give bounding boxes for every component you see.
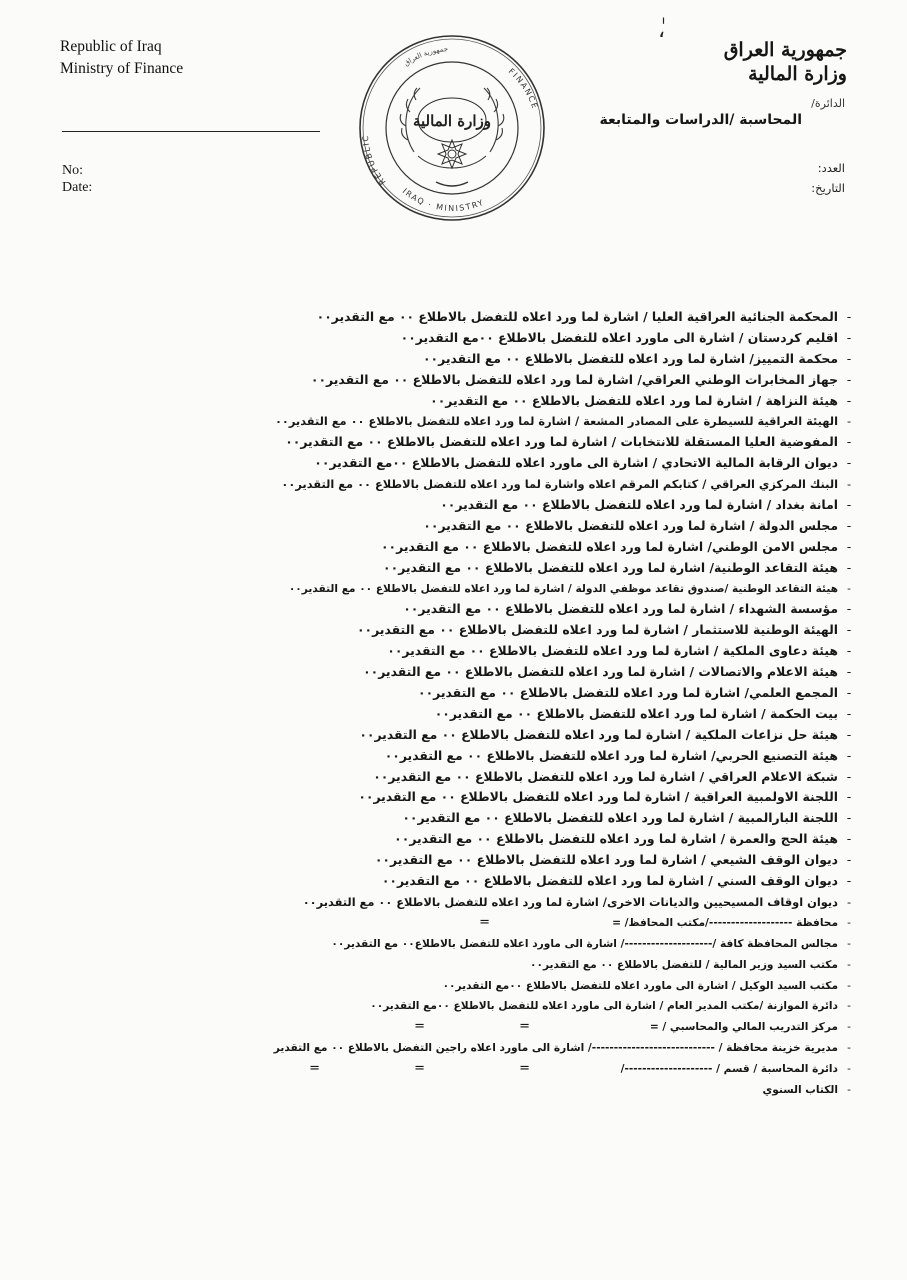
list-item: -هيئة التقاعد الوطنية/ اشارة لما ورد اعلاه للتفضل بالاطلاع ٠٠ مع التقدير٠٠ — [383, 559, 852, 575]
list-item: -دائرة المحاسبة / قسم / --------------------/ = = = — [100, 1059, 860, 1080]
list-item: -الهيئة الوطنية للاستثمار / اشارة لما ورد اعلاه للتفضل بالاطلاع ٠٠ مع التقدير٠٠ — [356, 622, 852, 638]
seal-ring-right-text: FINANCE — [506, 66, 540, 111]
english-header — [60, 36, 320, 80]
list-item: -مجلس الامن الوطني/ اشارة لما ورد اعلاه للتفضل بالاطلاع ٠٠ مع التقدير٠٠ — [380, 538, 852, 554]
equals-mark: = — [479, 914, 490, 930]
ministry-seal-icon — [356, 32, 548, 224]
list-item: -هيئة دعاوى الملكية / اشارة لما ورد اعلاه للتفضل بالاطلاع ٠٠ مع التقدير٠٠ — [387, 643, 852, 659]
list-item: -مكتب السيد وزير المالية / للتفضل بالاطلاع ٠٠ مع التقدير٠٠ — [530, 958, 851, 971]
list-item: -ديوان الرقابة المالية الاتحادي / اشارة الى ماورد اعلاه للتفضل بالاطلاع ٠٠مع التقدير٠٠ — [314, 455, 852, 471]
list-item: -الكتاب السنوي — [762, 1083, 851, 1096]
list-item: -جهاز المخابرات الوطني العراقي/ اشارة لما ورد اعلاه للتفضل بالاطلاع ٠٠ مع التقدير٠٠ — [310, 371, 852, 387]
svg-text:جمهورية العراق — [403, 45, 449, 68]
english-ministry: Ministry of Finance — [60, 60, 184, 77]
list-item: -ديوان الوقف الشيعي / اشارة لما ورد اعلاه للتفضل بالاطلاع ٠٠ مع التقدير٠٠ — [374, 852, 852, 868]
seal-center-text: وزارة المالية — [412, 112, 492, 130]
list-item: -هيئة التقاعد الوطنية /صندوق تقاعد موظفي الدولة / اشارة لما ورد اعلاه للتفضل بالاطلاع ٠٠ مع التقدير٠٠ — [288, 582, 851, 595]
arabic-department-value: المحاسبة /الدراسات والمتابعة — [599, 112, 802, 128]
distribution-list — [100, 307, 860, 1101]
list-item: -مجالس المحافظة كافة /--------------------/ اشارة الى ماورد اعلاه للتفضل بالاطلاع٠٠ مع التقدير٠٠ — [331, 937, 851, 950]
list-item: -مكتب السيد الوكيل / اشارة الى ماورد اعلاه للتفضل بالاطلاع ٠٠مع التقدير٠٠ — [442, 979, 851, 992]
equals-mark: = — [414, 1061, 425, 1077]
list-item: -المفوضية العليا المستقلة للانتخابات / اشارة لما ورد اعلاه للتفضل بالاطلاع ٠٠ مع التقدير٠٠ — [285, 434, 852, 450]
list-item: -ديوان الوقف السني / اشارة لما ورد اعلاه للتفضل بالاطلاع ٠٠ مع التقدير٠٠ — [381, 873, 852, 889]
english-no-label: No: — [62, 163, 83, 178]
equals-mark: = — [309, 1061, 320, 1077]
list-item: -البنك المركزي العراقي / كتابكم المرقم اعلاه واشارة لما ورد اعلاه للتفضل بالاطلاع ٠٠ مع التقدير٠٠ — [281, 477, 852, 492]
list-item: -هيئة التصنيع الحربي/ اشارة لما ورد اعلاه للتفضل بالاطلاع ٠٠ مع التقدير٠٠ — [384, 747, 852, 763]
list-item: -محافظة -------------------/مكتب المحافظ/ = = — [100, 913, 860, 934]
arabic-department-label: الدائرة/ — [811, 97, 845, 110]
list-item: -هيئة الاعلام والاتصالات / اشارة لما ورد اعلاه للتفضل بالاطلاع ٠٠ مع التقدير٠٠ — [363, 664, 852, 680]
seal-ring-left-text: REPUBLIC — [360, 134, 388, 187]
list-item: -المجمع العلمي/ اشارة لما ورد اعلاه للتفضل بالاطلاع ٠٠ مع التقدير٠٠ — [418, 685, 852, 701]
list-item: -مديرية خزينة محافظة / ----------------------------/ اشارة الى ماورد اعلاه راجين التفضل بالاطلاع ٠٠ مع التقدير — [273, 1042, 851, 1055]
list-item: -هيئة النزاهة / اشارة لما ورد اعلاه للتفضل بالاطلاع ٠٠ مع التقدير٠٠ — [430, 392, 852, 408]
english-reference — [62, 162, 92, 196]
arabic-country: جمهورية العراق — [723, 39, 847, 61]
seal-ring-bottom-text: IRAQ · MINISTRY — [400, 186, 486, 214]
header-rule — [62, 131, 320, 132]
list-item: -الهيئة العراقية للسيطرة على المصادر المشعة / اشارة لما ورد اعلاه للتفضل بالاطلاع ٠٠ مع التقدير٠٠ — [274, 414, 852, 429]
list-item: -دائرة الموازنة /مكتب المدير العام / اشارة الى ماورد اعلاه للتفضل بالاطلاع ٠٠مع التقدير٠٠ — [370, 1000, 851, 1013]
arabic-header — [597, 38, 847, 86]
list-item: -اللجنة الاولمبية العراقية / اشارة لما ورد اعلاه للتفضل بالاطلاع ٠٠ مع التقدير٠٠ — [358, 789, 852, 805]
seal-ring-top-text: جمهورية العراق — [402, 45, 449, 68]
equals-mark: = — [519, 1019, 530, 1035]
list-item: -اللجنة البارالمبية / اشارة لما ورد اعلاه للتفضل بالاطلاع ٠٠ مع التقدير٠٠ — [402, 810, 852, 826]
list-item: -محكمة التمييز/ اشارة لما ورد اعلاه للتفضل بالاطلاع ٠٠ مع التقدير٠٠ — [422, 350, 852, 366]
list-item: -المحكمة الجنائية العراقية العليا / اشارة لما ورد اعلاه للتفضل بالاطلاع ٠٠ مع التقدير٠٠ — [316, 309, 852, 324]
list-item: -مجلس الدولة / اشارة لما ورد اعلاه للتفضل بالاطلاع ٠٠ مع التقدير٠٠ — [423, 517, 852, 533]
ink-speck: ٰ، — [658, 18, 666, 43]
list-item: -هيئة الحج والعمرة / اشارة لما ورد اعلاه للتفضل بالاطلاع ٠٠ مع التقدير٠٠ — [394, 831, 852, 847]
list-item: -مؤسسة الشهداء / اشارة لما ورد اعلاه للتفضل بالاطلاع ٠٠ مع التقدير٠٠ — [403, 601, 852, 617]
english-country: Republic of Iraq — [60, 38, 162, 55]
list-item: -بيت الحكمة / اشارة لما ورد اعلاه للتفضل بالاطلاع ٠٠ مع التقدير٠٠ — [434, 705, 852, 721]
list-item: -امانة بغداد / اشارة لما ورد اعلاه للتفضل بالاطلاع ٠٠ مع التقدير٠٠ — [440, 497, 852, 513]
arabic-no-label: العدد: — [817, 161, 845, 175]
arabic-date-label: التاريخ: — [811, 181, 845, 195]
list-item: -ديوان اوقاف المسيحيين والديانات الاخرى/ اشارة لما ورد اعلاه للتفضل بالاطلاع ٠٠ مع التقدير٠٠ — [302, 894, 852, 909]
arabic-reference — [811, 158, 845, 198]
list-item: -مركز التدريب المالي والمحاسبي / = = = — [100, 1017, 860, 1038]
list-item: -شبكة الاعلام العراقي / اشارة لما ورد اعلاه للتفضل بالاطلاع ٠٠ مع التقدير٠٠ — [373, 768, 852, 784]
arabic-ministry: وزارة المالية — [748, 63, 847, 85]
english-date-label: Date: — [62, 180, 93, 195]
list-item: -اقليم كردستان / اشارة الى ماورد اعلاه للتفضل بالاطلاع ٠٠مع التقدير٠٠ — [400, 329, 852, 345]
equals-mark: = — [519, 1061, 530, 1077]
equals-mark: = — [414, 1019, 425, 1035]
list-item: -هيئة حل نزاعات الملكية / اشارة لما ورد اعلاه للتفضل بالاطلاع ٠٠ مع التقدير٠٠ — [359, 726, 852, 742]
